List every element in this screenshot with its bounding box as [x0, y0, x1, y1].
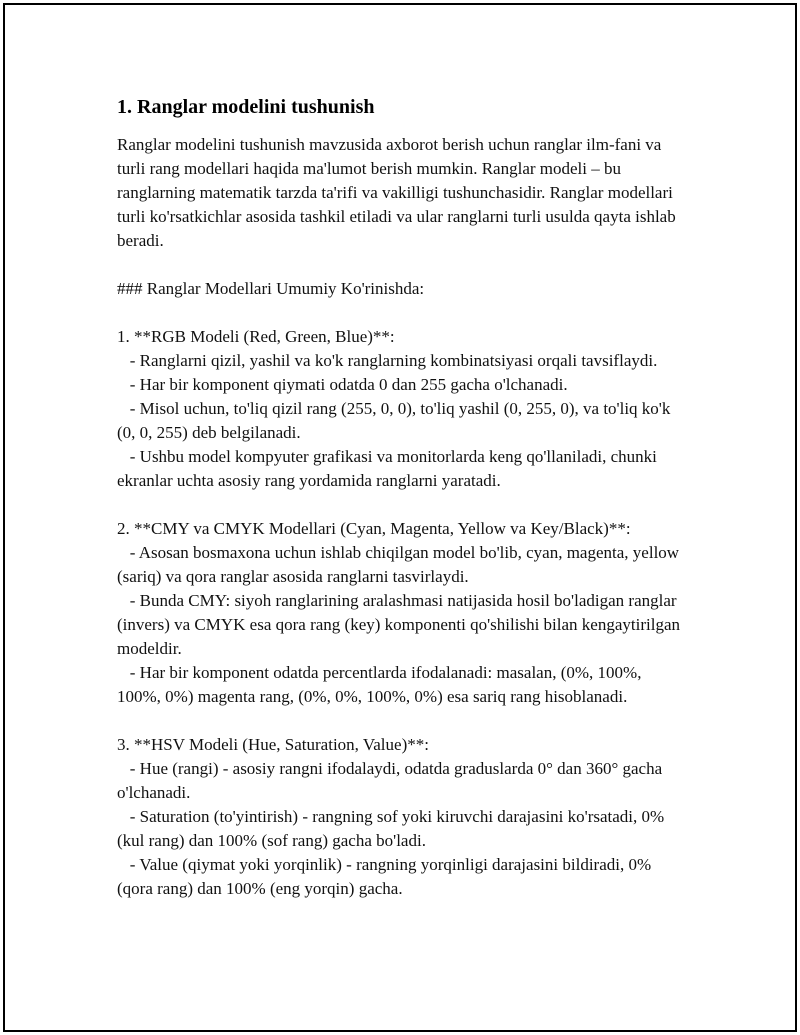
document-title: 1. Ranglar modelini tushunish	[117, 96, 375, 118]
subheading: ### Ranglar Modellari Umumiy Ko'rinishda:	[117, 279, 425, 298]
bullet-item: - Asosan bosmaxona uchun ishlab chiqilgan model bo'lib, cyan, magenta, yellow (sariq) va qora ranglar asosida ranglarni tasvirlaydi.	[117, 543, 680, 586]
document-body	[117, 94, 689, 901]
bullet-item: - Hue (rangi) - asosiy rangni ifodalaydi, odatda graduslarda 0° dan 360° gacha o'lchanadi.	[117, 759, 663, 802]
section-heading: 2. **CMY va CMYK Modellari (Cyan, Magenta, Yellow va Key/Black)**:	[117, 519, 631, 538]
spacer	[117, 709, 689, 733]
section-heading: 3. **HSV Modeli (Hue, Saturation, Value)**:	[117, 735, 429, 754]
intro-paragraph: Ranglar modelini tushunish mavzusida axborot berish uchun ranglar ilm-fani va turli rang modellari haqida ma'lumot berish mumkin. Ranglar modeli – bu ranglarning matematik tarzda ta'rifi va vakilligi tushunchasidir. Ranglar modellari turli ko'rsatkichlar asosida tashkil etiladi va ular ranglarni turli usulda qayta ishlab beradi.	[117, 135, 676, 250]
bullet-item: - Har bir komponent qiymati odatda 0 dan 255 gacha o'lchanadi.	[129, 375, 568, 394]
bullet-item: - Ranglarni qizil, yashil va ko'k ranglarning kombinatsiyasi orqali tavsiflaydi.	[129, 351, 658, 370]
section-rgb	[117, 325, 689, 493]
bullet-item: - Bunda CMY: siyoh ranglarining aralashmasi natijasida hosil bo'ladigan ranglar (invers) va CMYK esa qora rang (key) komponenti qo'shilishi bilan kengaytirilgan modeldir.	[117, 591, 680, 658]
bullet-item: - Saturation (to'yintirish) - rangning sof yoki kiruvchi darajasini ko'rsatadi, 0% (kul rang) dan 100% (sof rang) gacha bo'ladi.	[117, 807, 665, 850]
section-cmyk	[117, 517, 689, 709]
spacer	[117, 301, 689, 325]
bullet-item: - Misol uchun, to'liq qizil rang (255, 0, 0), to'liq yashil (0, 255, 0), va to'liq ko'k (0, 0, 255) deb belgilanadi.	[117, 399, 671, 442]
bullet-item: - Har bir komponent odatda percentlarda ifodalanadi: masalan, (0%, 100%, 100%, 0%) magenta rang, (0%, 0%, 100%, 0%) esa sariq rang hisoblanadi.	[117, 663, 642, 706]
section-hsv	[117, 733, 689, 901]
bullet-item: - Value (qiymat yoki yorqinlik) - rangning yorqinligi darajasini bildiradi, 0% (qora rang) dan 100% (eng yorqin) gacha.	[117, 855, 652, 898]
bullet-item: - Ushbu model kompyuter grafikasi va monitorlarda keng qo'llaniladi, chunki ekranlar uchta asosiy rang yordamida ranglarni yaratadi.	[117, 447, 657, 490]
section-heading: 1. **RGB Modeli (Red, Green, Blue)**:	[117, 327, 395, 346]
spacer	[117, 493, 689, 517]
spacer	[117, 253, 689, 277]
